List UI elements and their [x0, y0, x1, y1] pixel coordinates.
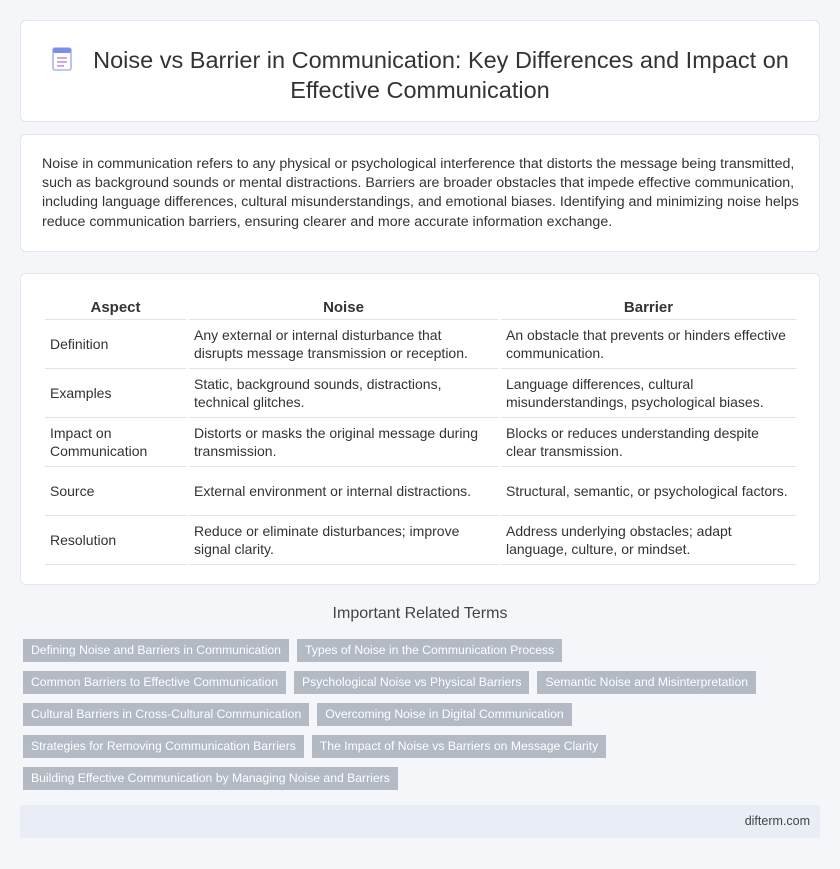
- table-row: [45, 418, 796, 467]
- header-card: [20, 20, 820, 122]
- cell-noise: Reduce or eliminate disturbances; improve signal clarity.: [189, 516, 498, 565]
- comparison-table: [42, 296, 799, 565]
- cell-noise: Static, background sounds, distractions, technical glitches.: [189, 369, 498, 418]
- cell-noise: Distorts or masks the original message during transmission.: [189, 418, 498, 467]
- cell-aspect: Resolution: [45, 516, 186, 565]
- table-row: [45, 369, 796, 418]
- related-term-tag[interactable]: Types of Noise in the Communication Process: [297, 639, 562, 662]
- related-term-tag[interactable]: Defining Noise and Barriers in Communication: [23, 639, 289, 662]
- comparison-card: [20, 273, 820, 585]
- related-term-tag[interactable]: Cultural Barriers in Cross-Cultural Communication: [23, 703, 309, 726]
- footer: [20, 805, 820, 838]
- related-terms-list: [23, 639, 783, 790]
- intro-card: [20, 134, 820, 252]
- header-aspect: Aspect: [45, 296, 186, 320]
- table-row: [45, 467, 796, 516]
- cell-barrier: Blocks or reduces understanding despite clear transmission.: [501, 418, 796, 467]
- intro-paragraph: Noise in communication refers to any physical or psychological interference that distorts the message being transmitted, such as background sounds or mental distractions. Barriers are broader obstacles that impede effective communication, including language differences, cultural misunderstandings, and emotional biases. Identifying and minimizing noise helps reduce communication barriers, ensuring clearer and more accurate information exchange.: [42, 156, 799, 230]
- related-term-tag[interactable]: Overcoming Noise in Digital Communication: [317, 703, 571, 726]
- cell-aspect: Examples: [45, 369, 186, 418]
- header-noise: Noise: [189, 296, 498, 320]
- page-title: Noise vs Barrier in Communication: Key Differences and Impact on Effective Communication: [93, 47, 789, 103]
- related-term-tag[interactable]: Common Barriers to Effective Communication: [23, 671, 286, 694]
- header-barrier: Barrier: [501, 296, 796, 320]
- cell-aspect: Impact on Communication: [45, 418, 186, 467]
- related-term-tag[interactable]: Strategies for Removing Communication Barriers: [23, 735, 304, 758]
- related-terms-title: Important Related Terms: [332, 605, 508, 622]
- cell-aspect: Definition: [45, 320, 186, 369]
- cell-noise: External environment or internal distractions.: [189, 467, 498, 516]
- table-row: [45, 320, 796, 369]
- cell-barrier: Structural, semantic, or psychological factors.: [501, 467, 796, 516]
- footer-site-link[interactable]: difterm.com: [744, 814, 810, 828]
- related-term-tag[interactable]: The Impact of Noise vs Barriers on Message Clarity: [312, 735, 606, 758]
- related-term-tag[interactable]: Psychological Noise vs Physical Barriers: [294, 671, 529, 694]
- related-term-tag[interactable]: Semantic Noise and Misinterpretation: [537, 671, 756, 694]
- cell-aspect: Source: [45, 467, 186, 516]
- cell-barrier: Address underlying obstacles; adapt language, culture, or mindset.: [501, 516, 796, 565]
- cell-barrier: An obstacle that prevents or hinders effective communication.: [501, 320, 796, 369]
- table-header-row: [45, 296, 796, 320]
- cell-noise: Any external or internal disturbance that disrupts message transmission or reception.: [189, 320, 498, 369]
- document-icon: [51, 47, 73, 71]
- table-row: [45, 516, 796, 565]
- page-title-wrap: [21, 45, 819, 105]
- related-term-tag[interactable]: Building Effective Communication by Managing Noise and Barriers: [23, 767, 398, 790]
- cell-barrier: Language differences, cultural misunderstandings, psychological biases.: [501, 369, 796, 418]
